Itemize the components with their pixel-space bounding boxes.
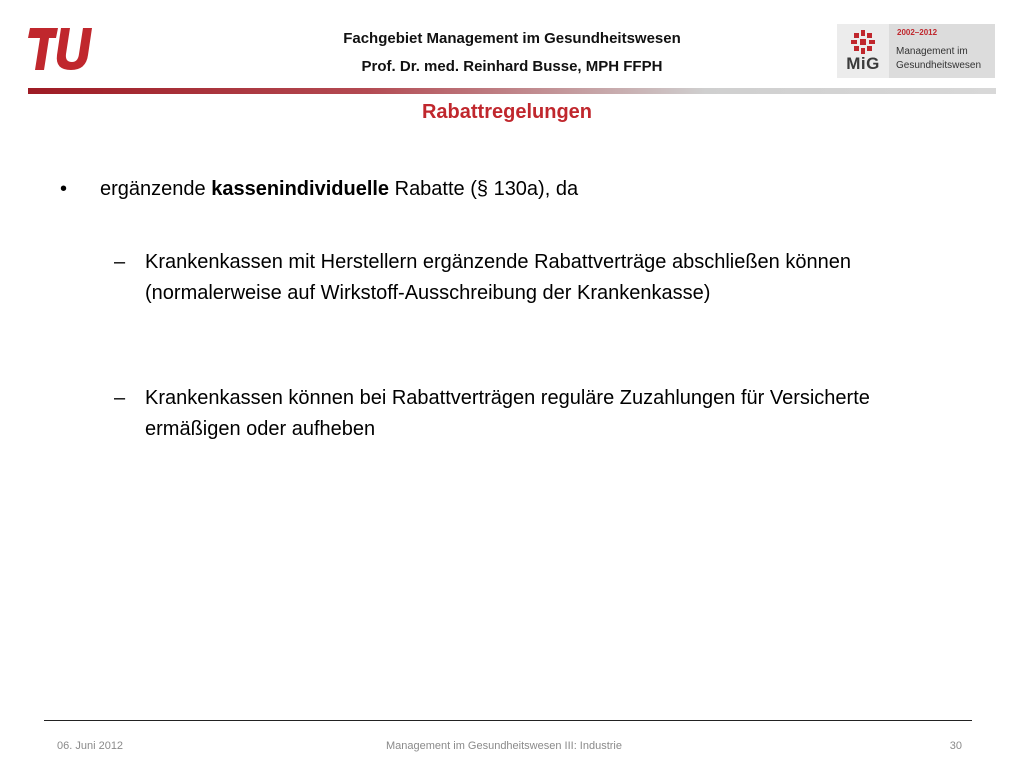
header-professor: Prof. Dr. med. Reinhard Busse, MPH FFPH bbox=[361, 58, 663, 75]
sub-bullet-marker: – bbox=[114, 387, 126, 409]
sub-bullet-text: Krankenkassen mit Herstellern ergänzende Rabattverträge abschließen können (normalerweise auf Wirkstoff-Ausschreibung der Krankenkasse) bbox=[145, 251, 851, 304]
sub-bullet-marker: – bbox=[114, 251, 126, 273]
header-department: Fachgebiet Management im Gesundheitswesen bbox=[343, 30, 681, 47]
tu-berlin-wordmark: berlin bbox=[94, 30, 104, 55]
mig-name-line2: Gesundheitswesen bbox=[896, 60, 982, 71]
mig-name-line1: Management im bbox=[896, 46, 968, 57]
sub-bullet-text: Krankenkassen können bei Rabattverträgen reguläre Zuzahlungen für Versicherte ermäßigen oder aufheben bbox=[145, 387, 870, 440]
mig-mark bbox=[837, 24, 889, 78]
footer-divider bbox=[44, 720, 972, 721]
slide-title: Rabattregelungen bbox=[421, 101, 593, 123]
mig-years: 2002–2012 bbox=[897, 28, 938, 37]
footer-page-number: 30 bbox=[949, 740, 962, 752]
bullet-marker: • bbox=[60, 178, 68, 200]
mig-acronym: MiG bbox=[846, 54, 880, 73]
header-divider bbox=[28, 88, 996, 94]
bullet-text-after: Rabatte (§ 130a), da bbox=[389, 178, 579, 200]
bullet-text-before: ergänzende bbox=[100, 178, 212, 200]
mig-emblem-icon bbox=[850, 29, 876, 55]
footer-date: 06. Juni 2012 bbox=[57, 740, 124, 752]
bullet-text-bold: kassenindividuelle bbox=[211, 178, 390, 200]
bullet-text bbox=[100, 175, 578, 203]
footer-course-title: Management im Gesundheitswesen III: Industrie bbox=[385, 740, 622, 752]
mig-logo bbox=[837, 24, 995, 78]
